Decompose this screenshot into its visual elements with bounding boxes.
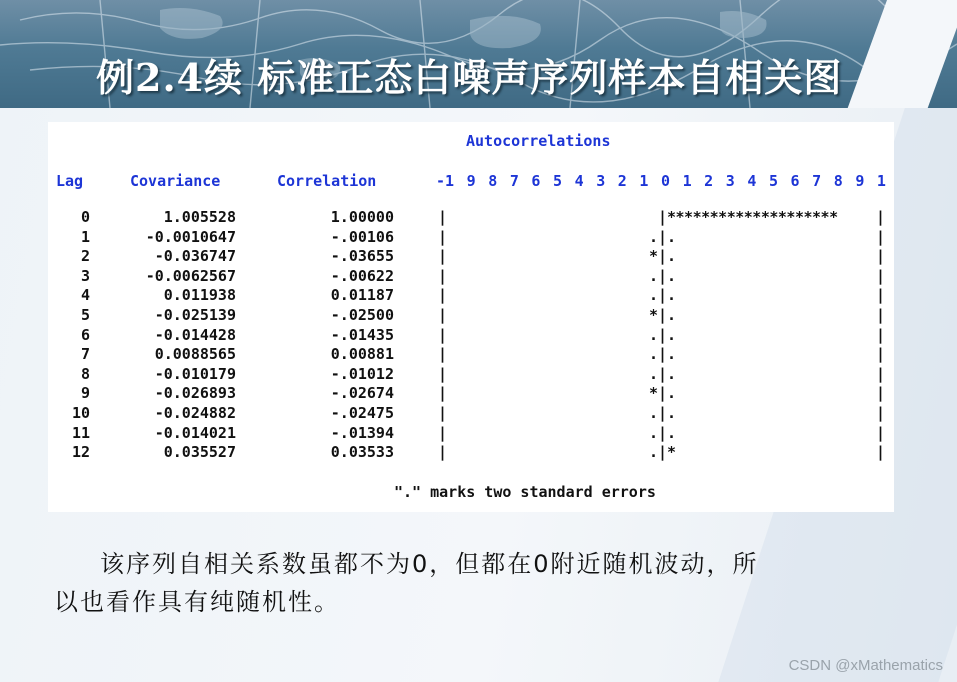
- plot-right-border: |: [876, 423, 886, 442]
- correlation-bar-plot: [436, 267, 888, 286]
- correlation-bar-plot: [436, 228, 888, 247]
- zero-line: .|.: [649, 286, 677, 305]
- lag-value: 6: [80, 325, 90, 344]
- correlation-value: 0.00881: [330, 345, 394, 364]
- scale-label: 2: [617, 172, 627, 190]
- plot-right-border: |: [876, 404, 886, 422]
- covariance-value: -0.025139: [154, 306, 236, 324]
- covariance-value: -0.014428: [154, 325, 236, 344]
- scale-label: 6: [531, 172, 541, 190]
- table-row: [48, 306, 894, 325]
- watermark: CSDN @xMathematics: [788, 657, 943, 674]
- correlation-value: -.00622: [330, 266, 394, 285]
- plot-right-border: |: [876, 208, 886, 226]
- plot-left-border: |: [438, 384, 448, 403]
- covariance-value: -0.010179: [154, 364, 236, 383]
- zero-line: .|*: [649, 443, 677, 462]
- zero-line: .|.: [649, 364, 677, 383]
- correlation-value: 1.00000: [330, 208, 394, 226]
- covariance-value: 0.0088565: [154, 345, 236, 364]
- plot-right-border: |: [876, 306, 886, 324]
- correlation-value: -.01012: [330, 364, 394, 383]
- scale-label: 0: [660, 172, 670, 190]
- conclusion-text: [54, 545, 914, 621]
- table-row: [48, 247, 894, 266]
- covariance-value: -0.026893: [154, 384, 236, 403]
- plot-left-border: |: [438, 247, 448, 266]
- lag-value: 5: [80, 306, 90, 324]
- zero-line: .|.: [649, 423, 677, 442]
- lag-value: 2: [80, 247, 90, 266]
- scale-label: 2: [704, 172, 714, 190]
- zero-line: *|.: [649, 306, 677, 324]
- table-row: [48, 228, 894, 247]
- plot-right-border: |: [876, 325, 886, 344]
- scale-label: 5: [553, 172, 563, 190]
- correlation-bar-plot: [436, 365, 888, 384]
- correlation-value: -.02674: [330, 384, 394, 403]
- correlation-value: -.03655: [330, 247, 394, 266]
- table-row: [48, 443, 894, 462]
- table-row: [48, 365, 894, 384]
- table-row: [48, 208, 894, 227]
- correlation-bar-plot: [436, 286, 888, 305]
- covariance-value: -0.014021: [154, 423, 236, 442]
- plot-right-border: |: [876, 443, 886, 462]
- table-row: [48, 424, 894, 443]
- correlation-bar-plot: [436, 208, 888, 227]
- scale-label: 9: [466, 172, 476, 190]
- lag-value: 8: [80, 364, 90, 383]
- correlation-bar-plot: [436, 345, 888, 364]
- plot-left-border: |: [438, 208, 448, 226]
- covariance-value: -0.036747: [154, 247, 236, 266]
- plot-right-border: |: [876, 364, 886, 383]
- correlation-bar-plot: [436, 247, 888, 266]
- table-row: [48, 404, 894, 423]
- scale-label: 5: [768, 172, 778, 190]
- zero-line: .|.: [649, 266, 677, 285]
- lag-value: 12: [71, 443, 90, 462]
- scale-label: 8: [488, 172, 498, 190]
- plot-left-border: |: [438, 227, 448, 246]
- lag-value: 11: [71, 423, 90, 442]
- correlation-header: Correlation: [277, 172, 377, 190]
- table-row: [48, 384, 894, 403]
- correlation-bar-plot: [436, 424, 888, 443]
- lag-value: 9: [80, 384, 90, 403]
- autocorrelations-heading: Autocorrelations: [466, 132, 611, 150]
- covariance-header: Covariance: [130, 172, 221, 190]
- correlation-bar-plot: [436, 443, 888, 462]
- lag-value: 7: [80, 345, 90, 364]
- plot-left-border: |: [438, 306, 448, 324]
- correlation-value: -.02500: [330, 306, 394, 324]
- covariance-value: -0.024882: [154, 404, 236, 422]
- plot-right-border: |: [876, 266, 886, 285]
- scale-label: -1: [436, 172, 455, 190]
- scale-label: 1: [682, 172, 692, 190]
- scale-label: 4: [747, 172, 757, 190]
- correlation-value: -.00106: [330, 227, 394, 246]
- correlation-bar: ********************: [667, 208, 838, 226]
- lag-value: 1: [80, 227, 90, 246]
- table-row: [48, 286, 894, 305]
- plot-right-border: |: [876, 227, 886, 246]
- lag-value: 0: [80, 208, 90, 226]
- conclusion-line-2: 以也看作具有纯随机性。: [54, 588, 340, 616]
- table-row: [48, 345, 894, 364]
- scale-label: 9: [855, 172, 865, 190]
- correlation-bar-plot: [436, 306, 888, 325]
- correlation-value: 0.01187: [330, 286, 394, 305]
- zero-line: .|.: [649, 227, 677, 246]
- conclusion-line-1: 该序列自相关系数虽都不为0，但都在0附近随机波动，所: [100, 550, 759, 578]
- scale-label: 7: [509, 172, 519, 190]
- correlation-value: -.01394: [330, 423, 394, 442]
- plot-left-border: |: [438, 423, 448, 442]
- sas-output-panel: [48, 122, 894, 512]
- table-row: [48, 326, 894, 345]
- scale-label: 8: [833, 172, 843, 190]
- correlation-value: -.02475: [330, 404, 394, 422]
- plot-left-border: |: [438, 266, 448, 285]
- covariance-value: 1.005528: [163, 208, 236, 226]
- scale-label: 1: [639, 172, 649, 190]
- header-band: [0, 0, 957, 108]
- plot-left-border: |: [438, 364, 448, 383]
- scale-label: 7: [812, 172, 822, 190]
- correlation-value: 0.03533: [330, 443, 394, 462]
- scale-label: 4: [574, 172, 584, 190]
- zero-line: .|.: [649, 345, 677, 364]
- plot-right-border: |: [876, 286, 886, 305]
- plot-left-border: |: [438, 345, 448, 364]
- plot-left-border: |: [438, 325, 448, 344]
- correlation-scale: [436, 172, 886, 190]
- plot-left-border: |: [438, 404, 448, 422]
- scale-label: 1: [876, 172, 886, 190]
- plot-left-border: |: [438, 286, 448, 305]
- scale-label: 3: [596, 172, 606, 190]
- zero-line: |: [658, 208, 668, 226]
- correlation-bar-plot: [436, 384, 888, 403]
- slide-title: 例2.4续 标准正态白噪声序列样本自相关图: [96, 55, 843, 100]
- covariance-value: -0.0010647: [145, 227, 236, 246]
- correlation-bar-plot: [436, 404, 888, 423]
- zero-line: *|.: [649, 247, 677, 266]
- table-row: [48, 267, 894, 286]
- zero-line: *|.: [649, 384, 677, 403]
- lag-header: Lag: [56, 172, 84, 190]
- plot-right-border: |: [876, 384, 886, 403]
- lag-value: 4: [80, 286, 90, 305]
- scale-label: 3: [725, 172, 735, 190]
- zero-line: .|.: [649, 325, 677, 344]
- correlation-value: -.01435: [330, 325, 394, 344]
- zero-line: .|.: [649, 404, 677, 422]
- lag-value: 10: [71, 404, 90, 422]
- correlation-bar-plot: [436, 326, 888, 345]
- covariance-value: 0.035527: [163, 443, 236, 462]
- plot-left-border: |: [438, 443, 448, 462]
- plot-right-border: |: [876, 345, 886, 364]
- footnote: "." marks two standard errors: [394, 483, 656, 501]
- lag-value: 3: [80, 266, 90, 285]
- scale-label: 6: [790, 172, 800, 190]
- plot-right-border: |: [876, 247, 886, 266]
- covariance-value: -0.0062567: [145, 266, 236, 285]
- covariance-value: 0.011938: [163, 286, 236, 305]
